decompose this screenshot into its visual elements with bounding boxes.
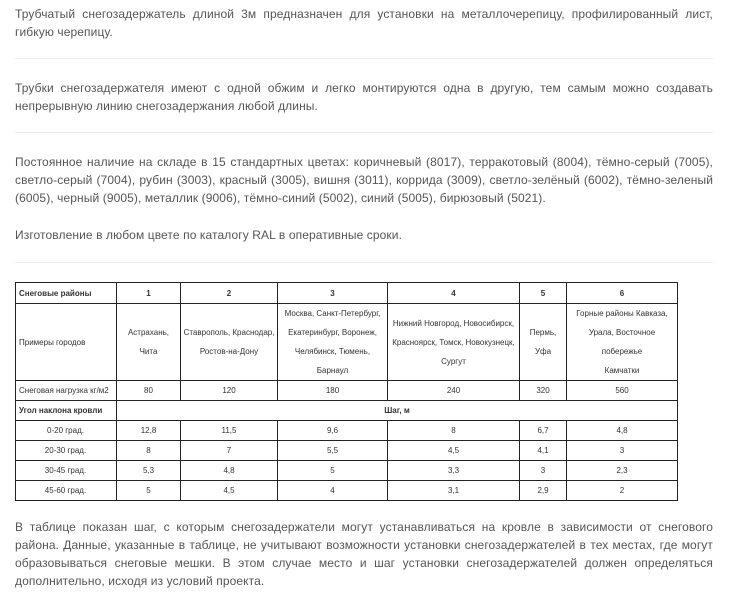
- region-number-cell: 6: [567, 283, 678, 304]
- city-line: Ростов-на-Дону: [199, 347, 259, 356]
- step-value-cell: 5,3: [117, 461, 181, 481]
- region-number-cell: 4: [388, 283, 520, 304]
- step-value-cell: 4,1: [520, 441, 567, 461]
- step-value-cell: 8: [388, 421, 520, 441]
- step-value-cell: 2: [567, 481, 678, 501]
- regions-header-cell: Снеговые районы: [16, 283, 117, 304]
- region-number-cell: 1: [117, 283, 181, 304]
- cities-cell: [278, 304, 388, 381]
- ral-paragraph: Изготовление в любом цвете по каталогу RAL в оперативные сроки.: [15, 228, 403, 242]
- step-value-cell: 4,8: [181, 461, 278, 481]
- divider: [15, 132, 713, 133]
- step-row: [16, 421, 678, 441]
- load-value-cell: 240: [388, 381, 520, 401]
- cities-cell: [520, 304, 567, 381]
- step-value-cell: 7: [181, 441, 278, 461]
- cities-cell: [181, 304, 278, 381]
- city-line: Астрахань, Чита: [127, 328, 170, 356]
- step-row: [16, 441, 678, 461]
- angle-cell: 0-20 град.: [16, 421, 117, 441]
- city-line: Нижний Новгород, Новосибирск,: [392, 318, 515, 328]
- angle-cell: 45-60 град.: [16, 481, 117, 501]
- step-value-cell: 3,3: [388, 461, 520, 481]
- load-value-cell: 180: [278, 381, 388, 401]
- city-line: Красноярск, Томск, Новокузнецк,: [392, 337, 515, 347]
- angle-cell: 20-30 град.: [16, 441, 117, 461]
- step-value-cell: 5,5: [278, 441, 388, 461]
- step-value-cell: 5: [278, 461, 388, 481]
- step-value-cell: 5: [117, 481, 181, 501]
- load-value-cell: 80: [117, 381, 181, 401]
- step-value-cell: 9,6: [278, 421, 388, 441]
- city-line: Горные районы Кавказа,: [576, 309, 668, 318]
- angle-cell: 30-45 град.: [16, 461, 117, 481]
- cities-label-cell: Примеры городов: [16, 304, 117, 381]
- divider: [15, 58, 713, 59]
- load-value-cell: 560: [567, 381, 678, 401]
- city-line: Урала, Восточное побережье: [588, 328, 656, 356]
- step-row: [16, 481, 678, 501]
- load-label-cell: Снеговая нагрузка кг/м2: [16, 381, 117, 401]
- city-line: Сургут: [441, 356, 466, 366]
- city-line: Ставрополь, Краснодар,: [183, 328, 275, 337]
- city-line: Челябинск, Тюмень, Барнаул: [294, 347, 371, 375]
- intro-paragraph: Трубчатый снегозадержатель длиной 3м предназначен для установки на металлочерепицу, профилированный лист, гибкую черепицу.: [15, 7, 713, 39]
- step-value-cell: 3,1: [388, 481, 520, 501]
- cities-cell: [388, 304, 520, 381]
- region-number-cell: 2: [181, 283, 278, 304]
- cities-cell: [117, 304, 181, 381]
- region-number-cell: 5: [520, 283, 567, 304]
- snow-load-table: [15, 282, 678, 501]
- angle-step-row: [16, 401, 678, 421]
- step-value-cell: 3: [567, 441, 678, 461]
- load-value-cell: 320: [520, 381, 567, 401]
- table-note-paragraph: В таблице показан шаг, с которым снегозадержатели могут устанавливаться на кровле в зависимости от снегового района. Данные, указанные в таблице, не учитывают возможности установки снегозадержателей в тех местах, где могут образовываться снеговые мешки. В этом случае место и шаг установки снегозадержателей должен определяться дополнительно, исходя из условий проекта.: [15, 520, 713, 588]
- region-number-cell: 3: [278, 283, 388, 304]
- cities-row: [16, 304, 678, 381]
- load-value-cell: 120: [181, 381, 278, 401]
- city-line: Москва, Санкт-Петербург,: [284, 309, 381, 318]
- step-value-cell: 2,3: [567, 461, 678, 481]
- angle-label-cell: Угол наклона кровли: [16, 401, 117, 421]
- step-value-cell: 6,7: [520, 421, 567, 441]
- step-value-cell: 4: [278, 481, 388, 501]
- city-line: Пермь, Уфа: [529, 328, 557, 356]
- step-value-cell: 8: [117, 441, 181, 461]
- load-row: [16, 381, 678, 401]
- step-value-cell: 4,8: [567, 421, 678, 441]
- step-value-cell: 11,5: [181, 421, 278, 441]
- step-value-cell: 12,8: [117, 421, 181, 441]
- step-value-cell: 4,5: [388, 441, 520, 461]
- mounting-paragraph: Трубки снегозадержателя имеют с одной обжим и легко монтируются одна в другую, тем самым можно создавать непрерывную линию снегозадержания любой длины.: [15, 81, 713, 113]
- step-header-cell: Шаг, м: [117, 401, 678, 421]
- step-row: [16, 461, 678, 481]
- colors-paragraph: Постоянное наличие на складе в 15 стандартных цветах: коричневый (8017), терракотовый (8004), тёмно-серый (7005), светло-серый (7004), рубин (3003), красный (3005), вишня (3011), коррида (3009), светло-зелёный (6002), тёмно-зеленый (6005), черный (9005), металлик (9006), тёмно-синий (5002), синий (5005), бирюзовый (5021).: [15, 155, 713, 205]
- city-line: Екатеринбург, Воронеж,: [288, 328, 377, 337]
- city-line: Камчатки: [604, 366, 640, 375]
- regions-row: [16, 283, 678, 304]
- step-value-cell: 3: [520, 461, 567, 481]
- divider: [15, 262, 713, 263]
- step-value-cell: 4,5: [181, 481, 278, 501]
- step-value-cell: 2,9: [520, 481, 567, 501]
- cities-cell: [567, 304, 678, 381]
